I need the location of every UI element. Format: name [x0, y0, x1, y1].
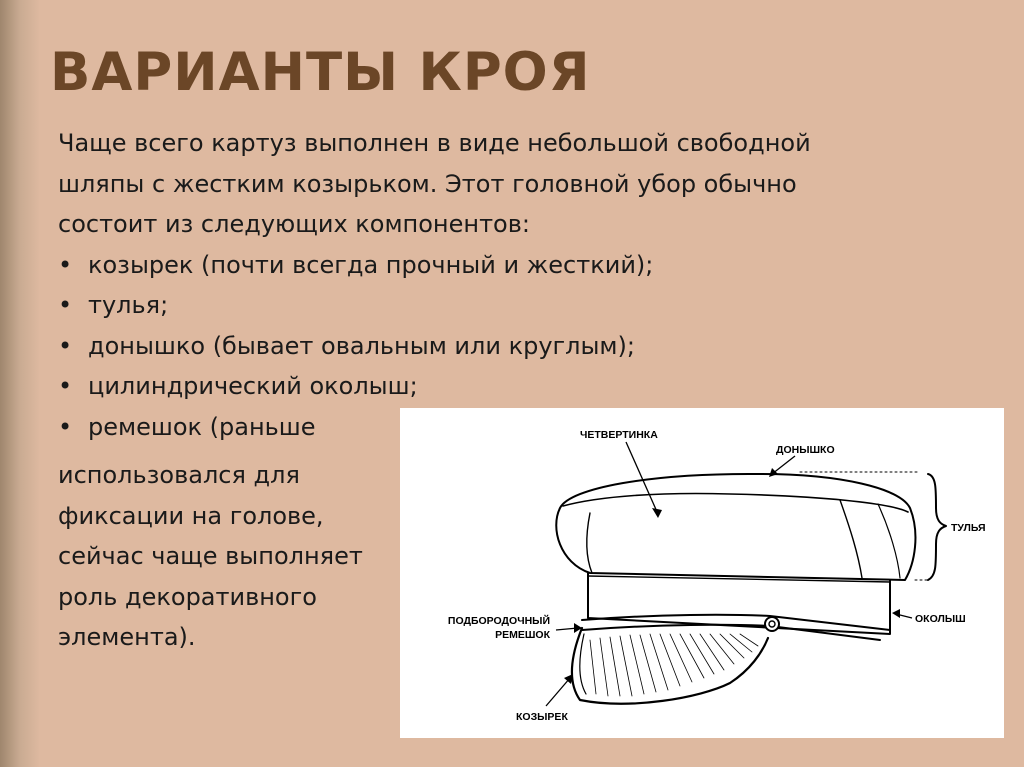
body-text — [58, 123, 928, 447]
cap-top-rim — [563, 494, 908, 513]
label-donyshko: ДОНЫШКО — [776, 444, 835, 456]
intro-line: шляпы с жестким козырьком. Этот головной убор обычно — [58, 169, 797, 198]
arrow-head — [892, 609, 900, 618]
cap-panel-seam — [587, 513, 592, 573]
label-kozyrek: КОЗЫРЕК — [516, 711, 568, 723]
leader-donyshko — [772, 456, 795, 474]
intro-line: состоит из следующих компонентов: — [58, 210, 530, 238]
label-chetvertinka: ЧЕТВЕРТИНКА — [580, 429, 658, 441]
bullet-item: • цилиндрический околыш; — [58, 366, 928, 407]
cap-visor — [572, 628, 768, 704]
cap-crown-outline — [556, 474, 915, 580]
arrow-head — [769, 468, 778, 477]
bullet-item: • ремешок (раньше — [58, 407, 928, 448]
label-remeshok-line1: ПОДБОРОДОЧНЫЙ — [447, 615, 550, 627]
cap-visor-edge — [580, 634, 586, 694]
label-okolysh: ОКОЛЫШ — [915, 613, 966, 625]
cap-diagram — [400, 408, 1004, 738]
bullet-item: • козырек (почти всегда прочный и жесткий); — [58, 245, 928, 286]
label-remeshok-line2: РЕМЕШОК — [495, 629, 550, 641]
leader-kozyrek — [546, 678, 570, 706]
continuation-line: элемента). — [58, 623, 196, 651]
bullet-item: • тулья; — [58, 285, 928, 326]
arrow-head — [652, 508, 662, 518]
slide-title: ВАРИАНТЫ КРОЯ — [50, 42, 591, 103]
cap-diagram-svg — [400, 408, 1004, 738]
cap-visor-hatching — [590, 634, 758, 696]
bullet-continuation — [58, 455, 398, 658]
cap-panel-seam — [840, 500, 862, 578]
tulya-bracket — [928, 474, 946, 580]
cap-panel-seam — [878, 504, 900, 578]
continuation-line: фиксации на голове, — [58, 501, 324, 530]
bullet-item: • донышко (бывает овальным или круглым); — [58, 326, 928, 367]
cap-chin-strap — [582, 625, 880, 640]
intro-line: Чаще всего картуз выполнен в виде небольшой свободной — [58, 129, 811, 157]
cap-button — [765, 617, 779, 631]
label-tulya: ТУЛЬЯ — [951, 522, 986, 534]
continuation-line: использовался для — [58, 461, 300, 489]
continuation-line: сейчас чаще выполняет — [58, 542, 363, 570]
continuation-line: роль декоративного — [58, 582, 317, 611]
